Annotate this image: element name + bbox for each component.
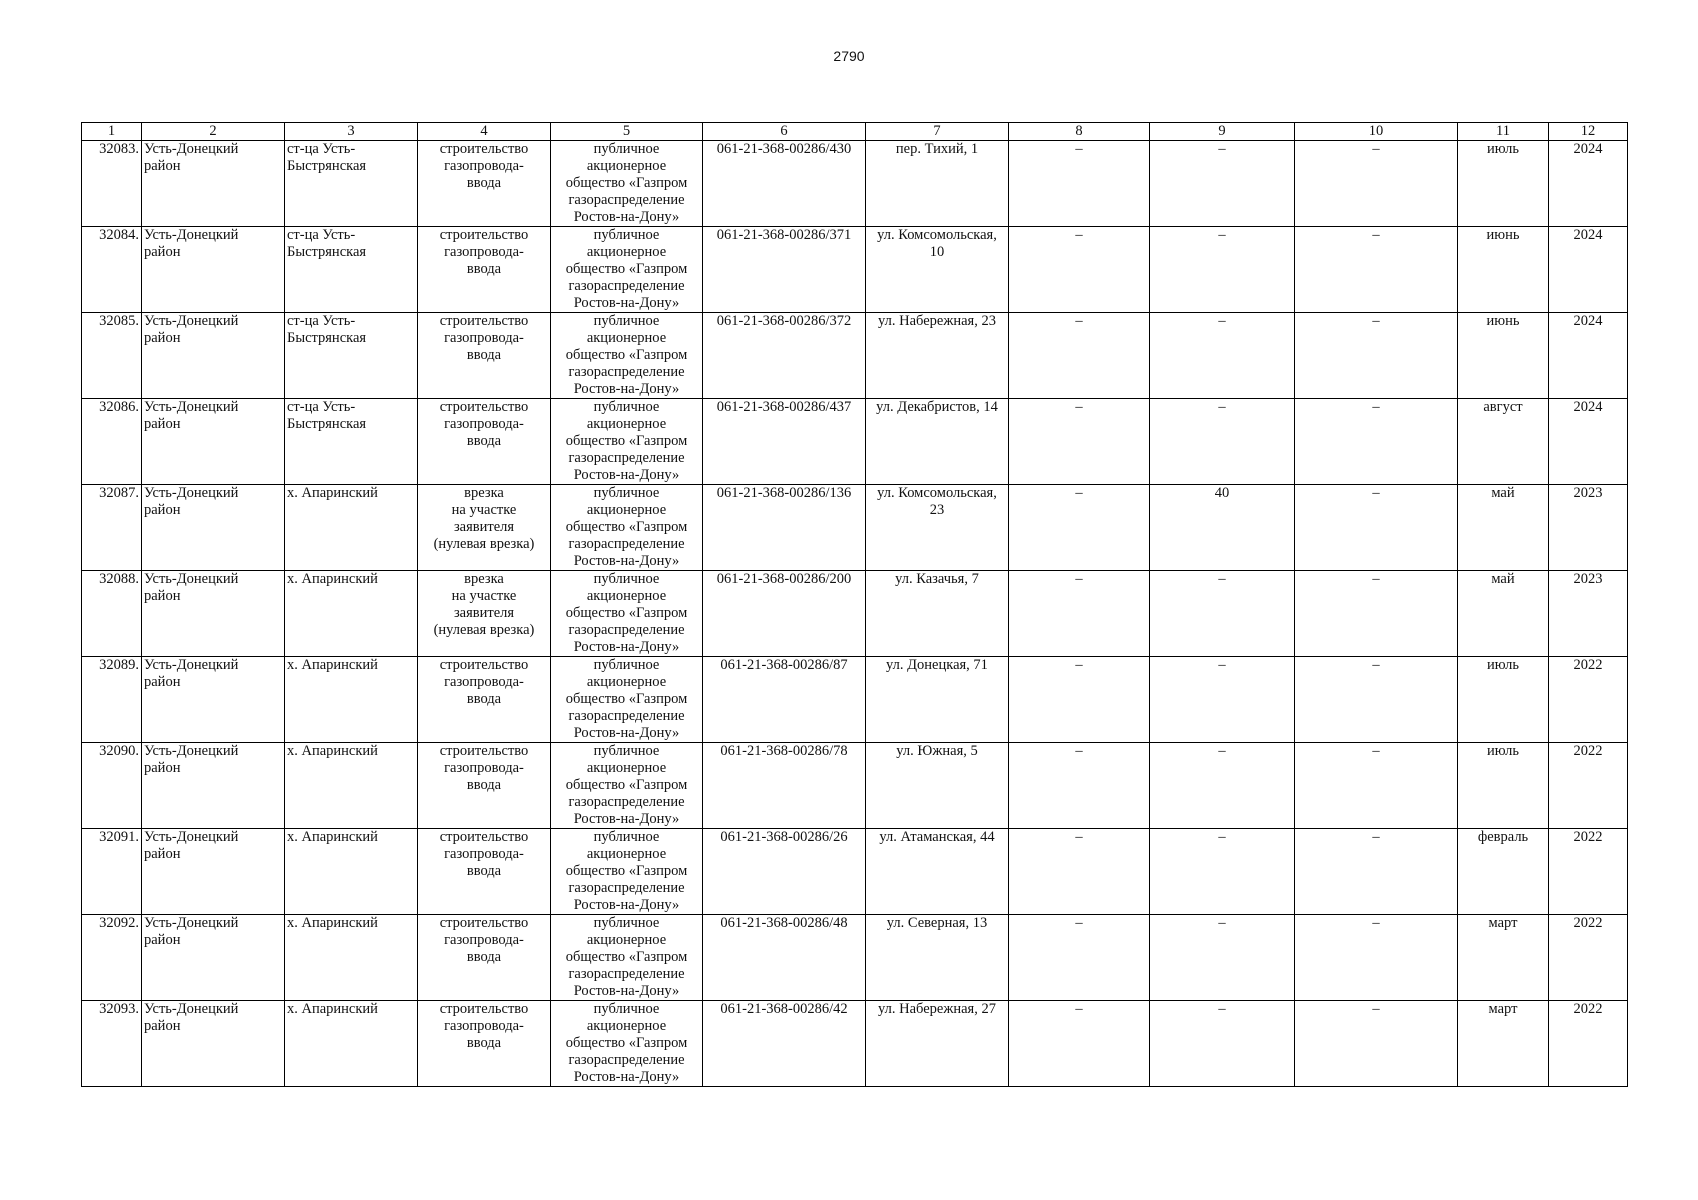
table-row: [82, 829, 1628, 915]
district: Усть-Донецкий район: [142, 829, 285, 915]
column-number-8: 8: [1009, 123, 1150, 141]
table-row: [82, 1001, 1628, 1087]
settlement: х. Апаринский: [285, 1001, 418, 1087]
address: пер. Тихий, 1: [866, 141, 1009, 227]
organization: публичное акционерное общество «Газпром газораспределение Ростов-на-Дону»: [551, 485, 703, 571]
month: август: [1458, 399, 1549, 485]
month: май: [1458, 571, 1549, 657]
column-number-1: 1: [82, 123, 142, 141]
column-number-10: 10: [1295, 123, 1458, 141]
col-10-value: –: [1295, 313, 1458, 399]
doc-number: 061-21-368-00286/48: [703, 915, 866, 1001]
col-10-value: –: [1295, 657, 1458, 743]
work-type: строительство газопровода- ввода: [418, 141, 551, 227]
settlement: х. Апаринский: [285, 571, 418, 657]
month: март: [1458, 915, 1549, 1001]
settlement: х. Апаринский: [285, 829, 418, 915]
address: ул. Донецкая, 71: [866, 657, 1009, 743]
col-9-value: –: [1150, 227, 1295, 313]
work-type: врезка на участке заявителя (нулевая врезка): [418, 571, 551, 657]
district: Усть-Донецкий район: [142, 485, 285, 571]
col-8-value: –: [1009, 313, 1150, 399]
organization: публичное акционерное общество «Газпром газораспределение Ростов-на-Дону»: [551, 657, 703, 743]
work-type: строительство газопровода- ввода: [418, 657, 551, 743]
col-9-value: –: [1150, 657, 1295, 743]
table-row: [82, 399, 1628, 485]
table-body: [82, 141, 1628, 1087]
year: 2022: [1549, 743, 1628, 829]
organization: публичное акционерное общество «Газпром газораспределение Ростов-на-Дону»: [551, 313, 703, 399]
table-row: [82, 485, 1628, 571]
row-number: 32091.: [82, 829, 142, 915]
district: Усть-Донецкий район: [142, 1001, 285, 1087]
year: 2023: [1549, 485, 1628, 571]
table-row: [82, 227, 1628, 313]
col-9-value: –: [1150, 915, 1295, 1001]
col-8-value: –: [1009, 571, 1150, 657]
col-8-value: –: [1009, 485, 1150, 571]
table-row: [82, 657, 1628, 743]
month: июль: [1458, 657, 1549, 743]
district: Усть-Донецкий район: [142, 227, 285, 313]
row-number: 32088.: [82, 571, 142, 657]
settlement: ст-ца Усть- Быстрянская: [285, 313, 418, 399]
organization: публичное акционерное общество «Газпром газораспределение Ростов-на-Дону»: [551, 399, 703, 485]
work-type: врезка на участке заявителя (нулевая врезка): [418, 485, 551, 571]
column-number-11: 11: [1458, 123, 1549, 141]
row-number: 32093.: [82, 1001, 142, 1087]
col-9-value: –: [1150, 313, 1295, 399]
address: ул. Южная, 5: [866, 743, 1009, 829]
row-number: 32086.: [82, 399, 142, 485]
table-row: [82, 571, 1628, 657]
col-9-value: –: [1150, 399, 1295, 485]
col-10-value: –: [1295, 915, 1458, 1001]
organization: публичное акционерное общество «Газпром газораспределение Ростов-на-Дону»: [551, 571, 703, 657]
address: ул. Комсомольская, 10: [866, 227, 1009, 313]
col-8-value: –: [1009, 1001, 1150, 1087]
col-9-value: 40: [1150, 485, 1295, 571]
column-number-2: 2: [142, 123, 285, 141]
doc-number: 061-21-368-00286/87: [703, 657, 866, 743]
year: 2024: [1549, 313, 1628, 399]
col-9-value: –: [1150, 571, 1295, 657]
col-8-value: –: [1009, 829, 1150, 915]
doc-number: 061-21-368-00286/372: [703, 313, 866, 399]
district: Усть-Донецкий район: [142, 915, 285, 1001]
work-type: строительство газопровода- ввода: [418, 743, 551, 829]
district: Усть-Донецкий район: [142, 141, 285, 227]
year: 2022: [1549, 1001, 1628, 1087]
row-number: 32087.: [82, 485, 142, 571]
col-8-value: –: [1009, 399, 1150, 485]
column-number-5: 5: [551, 123, 703, 141]
organization: публичное акционерное общество «Газпром газораспределение Ростов-на-Дону»: [551, 141, 703, 227]
gas-connections-table: [81, 122, 1628, 1087]
settlement: х. Апаринский: [285, 657, 418, 743]
address: ул. Набережная, 27: [866, 1001, 1009, 1087]
organization: публичное акционерное общество «Газпром газораспределение Ростов-на-Дону»: [551, 915, 703, 1001]
col-8-value: –: [1009, 141, 1150, 227]
address: ул. Атаманская, 44: [866, 829, 1009, 915]
year: 2022: [1549, 657, 1628, 743]
work-type: строительство газопровода- ввода: [418, 915, 551, 1001]
work-type: строительство газопровода- ввода: [418, 313, 551, 399]
settlement: х. Апаринский: [285, 915, 418, 1001]
col-10-value: –: [1295, 743, 1458, 829]
doc-number: 061-21-368-00286/437: [703, 399, 866, 485]
month: июнь: [1458, 313, 1549, 399]
month: март: [1458, 1001, 1549, 1087]
year: 2024: [1549, 141, 1628, 227]
table-row: [82, 313, 1628, 399]
district: Усть-Донецкий район: [142, 657, 285, 743]
doc-number: 061-21-368-00286/430: [703, 141, 866, 227]
col-10-value: –: [1295, 485, 1458, 571]
district: Усть-Донецкий район: [142, 313, 285, 399]
column-number-row: [82, 123, 1628, 141]
address: ул. Комсомольская, 23: [866, 485, 1009, 571]
organization: публичное акционерное общество «Газпром газораспределение Ростов-на-Дону»: [551, 227, 703, 313]
district: Усть-Донецкий район: [142, 571, 285, 657]
settlement: ст-ца Усть- Быстрянская: [285, 141, 418, 227]
work-type: строительство газопровода- ввода: [418, 227, 551, 313]
col-10-value: –: [1295, 829, 1458, 915]
settlement: х. Апаринский: [285, 485, 418, 571]
year: 2023: [1549, 571, 1628, 657]
doc-number: 061-21-368-00286/371: [703, 227, 866, 313]
doc-number: 061-21-368-00286/78: [703, 743, 866, 829]
col-9-value: –: [1150, 141, 1295, 227]
doc-number: 061-21-368-00286/26: [703, 829, 866, 915]
address: ул. Казачья, 7: [866, 571, 1009, 657]
year: 2024: [1549, 227, 1628, 313]
column-number-3: 3: [285, 123, 418, 141]
col-9-value: –: [1150, 743, 1295, 829]
col-9-value: –: [1150, 1001, 1295, 1087]
year: 2024: [1549, 399, 1628, 485]
col-10-value: –: [1295, 571, 1458, 657]
doc-number: 061-21-368-00286/200: [703, 571, 866, 657]
month: май: [1458, 485, 1549, 571]
month: июль: [1458, 141, 1549, 227]
work-type: строительство газопровода- ввода: [418, 829, 551, 915]
row-number: 32089.: [82, 657, 142, 743]
col-8-value: –: [1009, 743, 1150, 829]
address: ул. Декабристов, 14: [866, 399, 1009, 485]
table-row: [82, 915, 1628, 1001]
year: 2022: [1549, 915, 1628, 1001]
district: Усть-Донецкий район: [142, 743, 285, 829]
column-number-4: 4: [418, 123, 551, 141]
row-number: 32084.: [82, 227, 142, 313]
table-row: [82, 743, 1628, 829]
col-9-value: –: [1150, 829, 1295, 915]
col-10-value: –: [1295, 399, 1458, 485]
organization: публичное акционерное общество «Газпром газораспределение Ростов-на-Дону»: [551, 743, 703, 829]
column-number-9: 9: [1150, 123, 1295, 141]
column-number-12: 12: [1549, 123, 1628, 141]
organization: публичное акционерное общество «Газпром газораспределение Ростов-на-Дону»: [551, 1001, 703, 1087]
row-number: 32083.: [82, 141, 142, 227]
settlement: ст-ца Усть- Быстрянская: [285, 227, 418, 313]
month: февраль: [1458, 829, 1549, 915]
page-number: 2790: [833, 48, 865, 64]
organization: публичное акционерное общество «Газпром газораспределение Ростов-на-Дону»: [551, 829, 703, 915]
row-number: 32090.: [82, 743, 142, 829]
table-row: [82, 141, 1628, 227]
col-10-value: –: [1295, 1001, 1458, 1087]
col-8-value: –: [1009, 915, 1150, 1001]
work-type: строительство газопровода- ввода: [418, 399, 551, 485]
settlement: ст-ца Усть- Быстрянская: [285, 399, 418, 485]
address: ул. Северная, 13: [866, 915, 1009, 1001]
row-number: 32085.: [82, 313, 142, 399]
month: июль: [1458, 743, 1549, 829]
row-number: 32092.: [82, 915, 142, 1001]
doc-number: 061-21-368-00286/136: [703, 485, 866, 571]
column-number-6: 6: [703, 123, 866, 141]
col-8-value: –: [1009, 227, 1150, 313]
column-number-7: 7: [866, 123, 1009, 141]
settlement: х. Апаринский: [285, 743, 418, 829]
col-8-value: –: [1009, 657, 1150, 743]
month: июнь: [1458, 227, 1549, 313]
year: 2022: [1549, 829, 1628, 915]
address: ул. Набережная, 23: [866, 313, 1009, 399]
district: Усть-Донецкий район: [142, 399, 285, 485]
col-10-value: –: [1295, 227, 1458, 313]
col-10-value: –: [1295, 141, 1458, 227]
doc-number: 061-21-368-00286/42: [703, 1001, 866, 1087]
work-type: строительство газопровода- ввода: [418, 1001, 551, 1087]
